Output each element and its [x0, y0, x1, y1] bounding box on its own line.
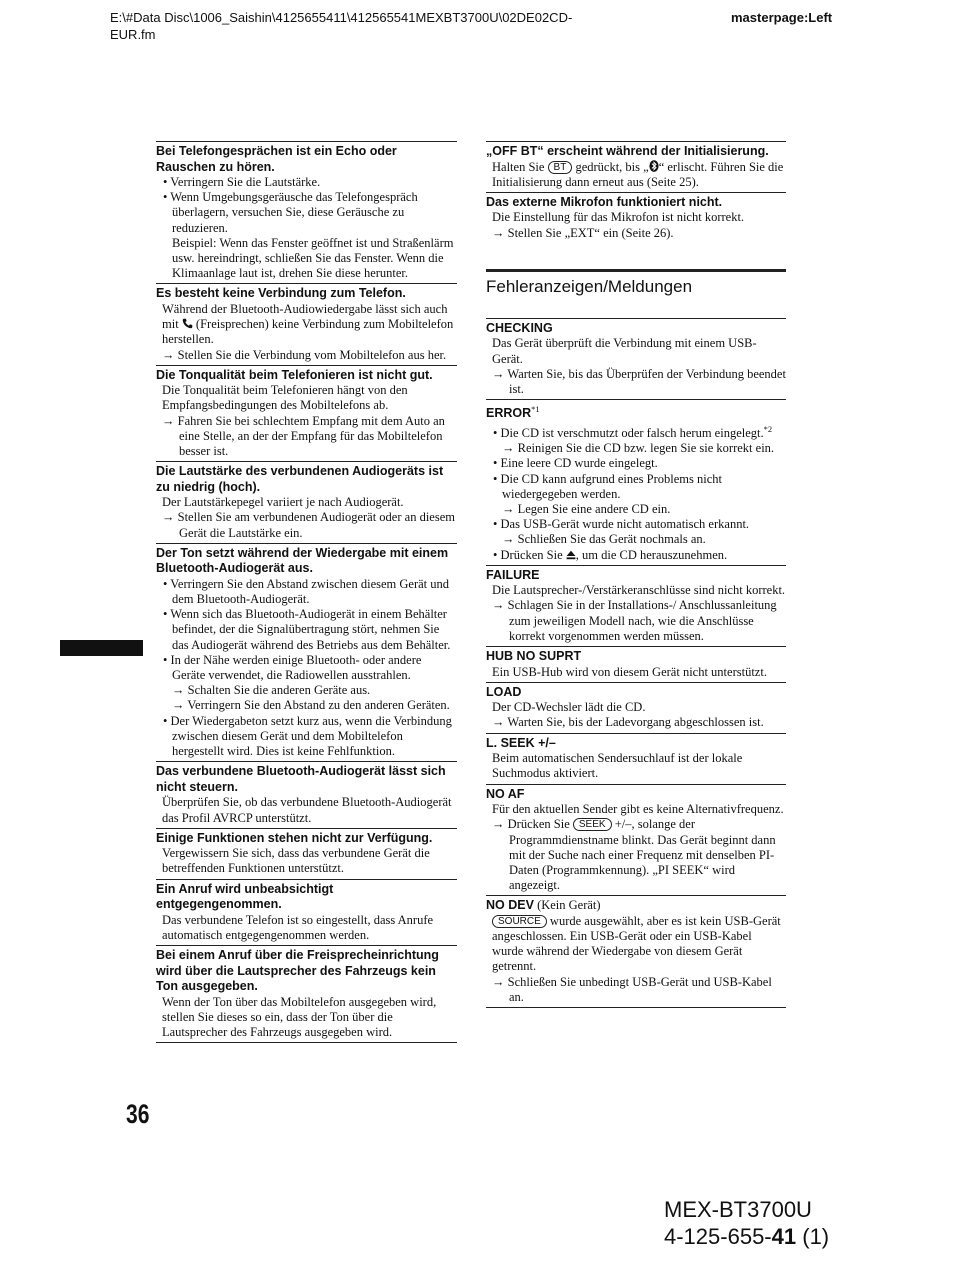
paragraph: Die Lautsprecher-/Verstärkeranschlüsse sind nicht korrekt. [492, 583, 786, 598]
action-item: → Warten Sie, bis der Ladevorgang abgeschlossen ist. [492, 715, 764, 730]
text-run: +/–, solange der Programmdienstname blinkt. Das Gerät beginnt dann mit der Suche nach einer Frequenz mit denselben PI-Daten (Programmkennung). „PI SEEK“ wird angezeigt. [509, 817, 776, 893]
left-column [156, 141, 457, 1043]
troubleshooting-entry [486, 733, 786, 784]
troubleshooting-entry [156, 365, 457, 462]
troubleshooting-entry [486, 141, 786, 192]
footer-code-prefix: 4-125-655- [664, 1224, 772, 1249]
action-item: → Warten Sie, bis das Überprüfen der Verbindung beendet ist. [492, 366, 786, 396]
bullet-item: • In der Nähe werden einige Bluetooth- oder andere Geräte verwendet, die Radiowellen ausstrahlen. [163, 652, 422, 683]
troubleshooting-entry [486, 192, 786, 243]
button-label-bt: BT [548, 161, 573, 174]
entry-body [156, 302, 457, 365]
entry-title-text: Das verbundene Bluetooth-Audiogerät lässt sich nicht steuern. [156, 764, 446, 794]
entry-title [156, 831, 457, 847]
file-path-line-1: E:\#Data Disc\1006_Saishin\4125655411\412565541MEXBT3700U\02DE02CD- [110, 10, 573, 25]
entry-body [486, 422, 786, 565]
entry-title [156, 764, 457, 795]
entry-title [156, 546, 457, 577]
entry-title-text: Die Lautstärke des verbundenen Audiogeräts ist zu niedrig (hoch). [156, 464, 444, 494]
bullet-item: • Wenn sich das Bluetooth-Audiogerät in einem Behälter befindet, der die Signalübertragung stört, nehmen Sie das Audiogerät während des Betriebs aus dem Behälter. [163, 607, 451, 652]
paragraph: Wenn der Ton über das Mobiltelefon ausgegeben wird, stellen Sie dieses so ein, dass der Ton über die Lautsprecher des Fahrzeugs ausgegeben wird. [162, 994, 437, 1039]
paragraph: Das Gerät überprüft die Verbindung mit einem USB-Gerät. [492, 336, 757, 366]
troubleshooting-entry [486, 399, 786, 565]
sub-action-item: → Schalten Sie die anderen Geräte aus. [172, 683, 371, 698]
entry-title-text: CHECKING [486, 320, 553, 335]
entry-title [486, 736, 786, 752]
entry-title-text: NO AF [486, 786, 525, 801]
entry-title [156, 948, 457, 995]
entry-body [156, 846, 457, 878]
entry-title [156, 144, 457, 175]
paragraph [486, 914, 786, 975]
troubleshooting-entry [486, 682, 786, 733]
entry-body [486, 336, 786, 399]
footer-model-code [664, 1196, 829, 1250]
action-item: → Stellen Sie am verbundenen Audiogerät oder an diesem Gerät die Lautstärke ein. [162, 510, 455, 540]
text-run: wurde ausgewählt, aber es ist kein USB-Gerät angeschlossen. Ein USB-Gerät oder ein USB-Kabel wurde während der Wiedergabe von diesem Gerät getrennt. [492, 913, 781, 974]
phone-icon [182, 317, 193, 331]
paragraph: Ein USB-Hub wird von diesem Gerät nicht unterstützt. [492, 664, 767, 679]
text-run: (Freisprechen) keine Verbindung zum Mobiltelefon herstellen. [162, 317, 454, 347]
text-run: Halten Sie [492, 159, 548, 174]
bullet-item [486, 548, 786, 563]
entry-body [156, 383, 457, 461]
action-item: → Stellen Sie die Verbindung vom Mobiltelefon aus her. [162, 347, 447, 362]
entry-title [486, 144, 786, 160]
paragraph: Die Tonqualität beim Telefonieren hängt von den Empfangsbedingungen des Mobiltelefons ab. [162, 383, 408, 413]
button-label-seek: SEEK [573, 818, 612, 831]
entry-title-text: HUB NO SUPRT [486, 649, 582, 664]
paragraph [486, 160, 786, 190]
entry-title [486, 321, 786, 337]
text-run: , um die CD herauszunehmen. [575, 547, 728, 562]
entry-title [156, 286, 457, 302]
file-path-header [110, 9, 670, 43]
entry-body [486, 914, 786, 1007]
footnote-ref: *2 [763, 423, 773, 434]
message-entries [486, 318, 786, 1008]
entry-title [486, 649, 786, 665]
entry-body [486, 583, 786, 646]
entry-title [486, 898, 786, 914]
entry-title [486, 568, 786, 584]
text-run: • Die CD ist verschmutzt oder falsch herum eingelegt. [493, 425, 764, 440]
footer-code [664, 1223, 829, 1250]
entry-body [156, 495, 457, 543]
entry-body [156, 913, 457, 945]
entry-title-text: Die Tonqualität beim Telefonieren ist nicht gut. [156, 367, 433, 382]
entry-title-text: LOAD [486, 684, 522, 699]
section-heading: Fehleranzeigen/Meldungen [486, 269, 786, 297]
file-path-line-2: EUR.fm [110, 27, 156, 42]
troubleshooting-entry [486, 895, 786, 1007]
bullet-item: • Der Wiedergabeton setzt kurz aus, wenn die Verbindung zwischen diesem Gerät und dem Mobiltelefon hergestellt wird. Dies ist keine Fehlfunktion. [163, 713, 452, 759]
text-run: • Drücken Sie [493, 547, 566, 562]
paragraph: Der CD-Wechsler lädt die CD. [492, 700, 646, 715]
troubleshooting-entry [156, 543, 457, 761]
sub-action-item: → Legen Sie eine andere CD ein. [502, 501, 671, 516]
entry-title-text: Bei Telefongesprächen ist ein Echo oder Rauschen zu hören. [156, 144, 397, 174]
entry-body [486, 751, 786, 783]
troubleshooting-entry [156, 283, 457, 364]
bullet-item [486, 422, 786, 441]
bullet-item: • Verringern Sie den Abstand zwischen diesem Gerät und dem Bluetooth-Audiogerät. [163, 576, 450, 607]
action-item: → Fahren Sie bei schlechtem Empfang mit dem Auto an eine Stelle, an der der Empfang für das Mobiltelefon besser ist. [162, 413, 445, 459]
bluetooth-icon [649, 160, 659, 174]
paragraph: Die Einstellung für das Mikrofon ist nicht korrekt. [492, 210, 745, 225]
bullet-item: • Das USB-Gerät wurde nicht automatisch erkannt. [493, 517, 750, 532]
entry-title [486, 402, 786, 422]
paragraph: Vergewissern Sie sich, dass das verbundene Gerät die betreffenden Funktionen unterstützt. [162, 846, 430, 876]
bullet-item: • Verringern Sie die Lautstärke. [163, 175, 321, 189]
troubleshooting-entry [156, 945, 457, 1043]
entry-title-text: Es besteht keine Verbindung zum Telefon. [156, 286, 406, 301]
paragraph: Für den aktuellen Sender gibt es keine Alternativfrequenz. [492, 802, 784, 817]
entry-body [156, 175, 457, 283]
text-run: → Drücken Sie [492, 817, 573, 832]
entry-body [156, 995, 457, 1043]
entry-title-note: (Kein Gerät) [533, 898, 601, 913]
entry-title-text: L. SEEK +/– [486, 735, 556, 750]
paragraph: Überprüfen Sie, ob das verbundene Bluetooth-Audiogerät das Profil AVRCP unterstützt. [162, 795, 452, 825]
text-run: “ erlischt. Führen Sie die Initialisierung dann erneut aus (Seite 25). [492, 159, 784, 189]
text-run: Während der Bluetooth-Audiowiedergabe lässt sich auch mit [162, 301, 448, 332]
troubleshooting-entry [486, 784, 786, 896]
entry-title [486, 195, 786, 211]
entry-body [486, 210, 786, 242]
paragraph [156, 302, 457, 348]
entry-body [486, 700, 786, 732]
action-item [486, 817, 786, 893]
right-column [486, 141, 786, 1008]
troubleshooting-entry [486, 318, 786, 399]
footer-code-bold: 41 [771, 1224, 797, 1249]
entry-title [486, 685, 786, 701]
entry-title [156, 464, 457, 495]
sub-action-item: → Reinigen Sie die CD bzw. legen Sie sie korrekt ein. [502, 441, 775, 456]
text-run: gedrückt, bis „ [572, 159, 649, 174]
bullet-continuation: Beispiel: Wenn das Fenster geöffnet ist und Straßenlärm usw. hereindringt, schließen Sie das Fenster. Wenn die Klimaanlage laut ist, drehen Sie diese herunter. [172, 235, 454, 281]
entry-body [486, 665, 786, 682]
sub-action-item: → Verringern Sie den Abstand zu den anderen Geräten. [172, 698, 450, 713]
troubleshooting-entry [156, 141, 457, 283]
paragraph: Der Lautstärkepegel variiert je nach Audiogerät. [162, 495, 404, 510]
troubleshooting-entry [156, 879, 457, 945]
entry-title-text: Der Ton setzt während der Wiedergabe mit einem Bluetooth-Audiogerät aus. [156, 545, 449, 576]
masterpage-label: masterpage:Left [731, 10, 833, 25]
entry-title-text: Bei einem Anruf über die Freisprecheinrichtung wird über die Lautsprecher des Fahrzeugs kein Ton ausgegeben. [156, 948, 439, 994]
entry-title [486, 787, 786, 803]
troubleshooting-entry [156, 461, 457, 543]
entry-body [156, 795, 457, 827]
entry-title-text: Das externe Mikrofon funktioniert nicht. [486, 194, 723, 209]
bullet-item: • Die CD kann aufgrund eines Problems nicht wiedergegeben werden. [493, 471, 722, 501]
chapter-side-tab [60, 640, 143, 656]
entry-title-text: Einige Funktionen stehen nicht zur Verfügung. [156, 830, 433, 845]
troubleshooting-entry [156, 828, 457, 879]
footnote-ref: *1 [531, 404, 540, 415]
entry-title-text: NO DEV [486, 898, 534, 913]
entry-title-text: ERROR [486, 406, 532, 421]
eject-icon [566, 548, 576, 562]
footer-model: MEX-BT3700U [664, 1197, 812, 1222]
right-top-entries [486, 141, 786, 243]
entry-title [156, 368, 457, 384]
footer-code-suffix: (1) [796, 1224, 830, 1249]
button-label-source: SOURCE [492, 915, 547, 928]
action-item: → Stellen Sie „EXT“ ein (Seite 26). [492, 225, 674, 240]
paragraph: Das verbundene Telefon ist so eingestellt, dass Anrufe automatisch entgegengenommen werden. [162, 912, 434, 942]
troubleshooting-entry [156, 761, 457, 827]
page-number: 36 [126, 1099, 150, 1129]
paragraph: Beim automatischen Sendersuchlauf ist der lokale Suchmodus aktiviert. [492, 751, 743, 781]
entry-body [486, 802, 786, 895]
troubleshooting-entry [486, 646, 786, 682]
entry-title-text: „OFF BT“ erscheint während der Initialisierung. [486, 144, 769, 158]
entry-title-text: FAILURE [486, 567, 540, 582]
action-item: → Schlagen Sie in der Installations-/ Anschlussanleitung zum jeweiligen Modell nach, wie die Anschlüsse korrekt vorgenommen werden müssen. [492, 598, 777, 643]
entry-body [486, 160, 786, 192]
bullet-item: • Wenn Umgebungsgeräusche das Telefongespräch überlagern, versuchen Sie, diese Geräusche zu reduzieren. [163, 190, 418, 235]
entry-title [156, 882, 457, 913]
action-item: → Schließen Sie unbedingt USB-Gerät und USB-Kabel an. [492, 974, 772, 1004]
entry-body [156, 577, 457, 761]
entry-title-text: Ein Anruf wird unbeabsichtigt entgegengenommen. [156, 881, 334, 912]
bullet-item: • Eine leere CD wurde eingelegt. [493, 456, 658, 471]
sub-action-item: → Schließen Sie das Gerät nochmals an. [502, 532, 706, 547]
troubleshooting-entry [486, 565, 786, 646]
